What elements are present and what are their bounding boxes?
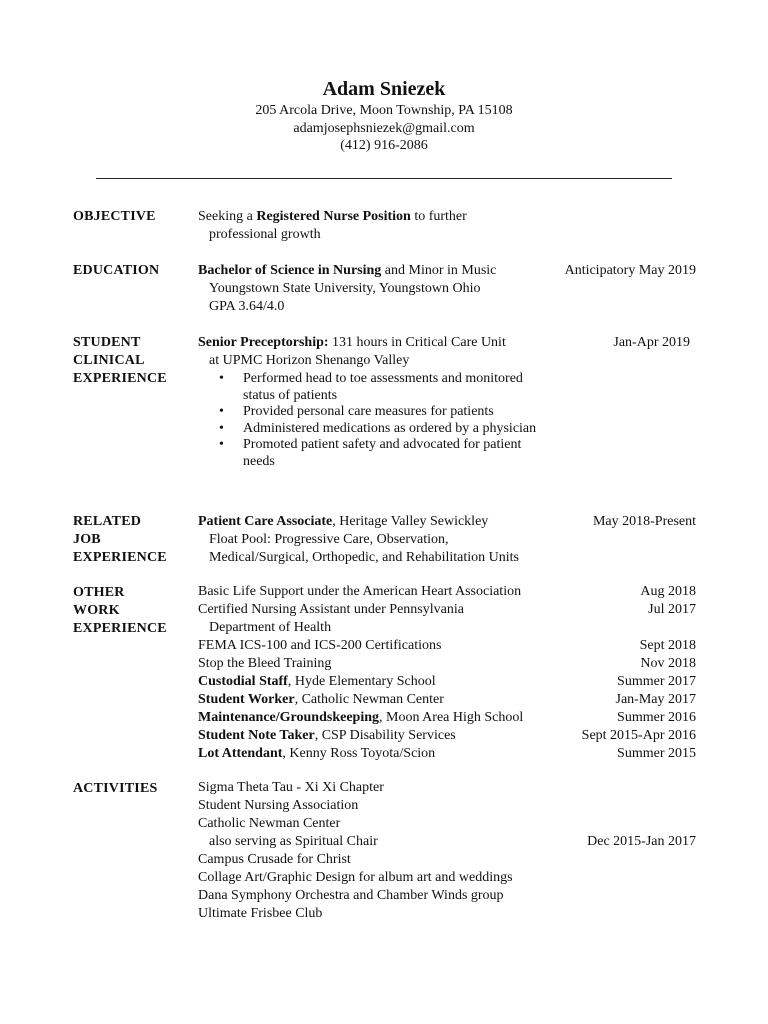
related-label <box>73 513 188 567</box>
other-row <box>0 620 768 638</box>
other-row <box>0 602 768 620</box>
clinical-bullet-text: Performed head to toe assessments and monitored status of patients <box>243 371 523 403</box>
other-row-text <box>198 602 464 618</box>
clinical-content <box>198 334 570 470</box>
other-row <box>0 674 768 692</box>
other-row-rest: Department of Health <box>209 620 332 635</box>
other-row-text <box>198 746 435 762</box>
other-row-rest: Stop the Bleed Training <box>198 656 332 671</box>
related-title-rest: , Heritage Valley Sewickley <box>332 514 489 529</box>
objective-label: OBJECTIVE <box>73 209 156 224</box>
other-row <box>0 710 768 728</box>
education-degree-rest: and Minor in Music <box>381 263 497 278</box>
other-row-text <box>198 710 523 726</box>
clinical-location: at UPMC Horizon Shenango Valley <box>209 353 410 368</box>
clinical-label-line-3: EXPERIENCE <box>73 371 167 386</box>
objective-text-bold: Registered Nurse Position <box>256 209 411 224</box>
other-row-date: Jul 2017 <box>648 602 696 617</box>
activity-row <box>0 906 768 924</box>
other-row-bold: Student Note Taker <box>198 728 315 743</box>
other-row-date: Aug 2018 <box>640 584 696 599</box>
objective-line-1 <box>198 208 570 226</box>
related-title <box>198 513 570 531</box>
activity-text: Collage Art/Graphic Design for album art and weddings <box>198 870 513 885</box>
activities-label: ACTIVITIES <box>73 781 158 796</box>
bullet-dot-icon: • <box>219 404 224 419</box>
other-row <box>0 638 768 656</box>
related-date: May 2018-Present <box>592 514 696 529</box>
clinical-label-line-2: CLINICAL <box>73 353 145 368</box>
other-row <box>0 584 768 602</box>
resume-header <box>0 76 768 155</box>
clinical-bullet-text: Administered medications as ordered by a physician <box>243 420 537 436</box>
clinical-bullet <box>198 437 570 470</box>
education-content <box>198 262 570 316</box>
other-row-rest: FEMA ICS-100 and ICS-200 Certifications <box>198 638 442 653</box>
other-row <box>0 746 768 764</box>
other-row-date: Sept 2018 <box>639 638 696 653</box>
clinical-bullet-text: Provided personal care measures for patients <box>243 404 494 419</box>
related-label-line-1: RELATED <box>73 514 142 529</box>
activity-row <box>0 852 768 870</box>
activity-text: Campus Crusade for Christ <box>198 852 351 867</box>
other-label-line-3: EXPERIENCE <box>73 621 167 636</box>
other-row-date: Summer 2015 <box>617 746 696 761</box>
other-row-text <box>198 584 521 600</box>
other-label-line-2: WORK <box>73 603 120 618</box>
activity-text: Student Nursing Association <box>198 798 359 813</box>
other-row-rest: , Hyde Elementary School <box>287 674 436 689</box>
education-school: Youngstown State University, Youngstown Ohio <box>209 281 481 296</box>
other-row-bold: Custodial Staff <box>198 674 288 689</box>
clinical-label-line-1: STUDENT <box>73 335 141 350</box>
candidate-name: Adam Sniezek <box>322 78 446 100</box>
clinical-label <box>73 334 188 388</box>
clinical-bullet <box>198 371 570 404</box>
other-row-rest: Basic Life Support under the American Heart Association <box>198 584 522 599</box>
other-row-rest: Certified Nursing Assistant under Pennsylvania <box>198 602 464 617</box>
other-row <box>0 656 768 674</box>
activity-row <box>0 870 768 888</box>
other-row-date: Summer 2017 <box>617 674 696 689</box>
bullet-dot-icon: • <box>219 371 224 386</box>
activity-row <box>0 834 768 852</box>
education-gpa: GPA 3.64/4.0 <box>209 299 285 314</box>
activity-row <box>0 888 768 906</box>
clinical-title-rest: 131 hours in Critical Care Unit <box>328 335 506 350</box>
activity-text: Ultimate Frisbee Club <box>198 906 323 921</box>
activity-text: Catholic Newman Center <box>198 816 341 831</box>
education-degree-bold: Bachelor of Science in Nursing <box>198 263 382 278</box>
objective-text-post: to further <box>410 209 467 224</box>
objective-line-2: professional growth <box>209 227 321 242</box>
education-degree <box>198 262 570 280</box>
header-divider <box>96 178 672 179</box>
other-row-text <box>198 728 456 744</box>
clinical-bullet <box>198 404 570 421</box>
other-rows <box>0 584 768 764</box>
clinical-title-bold: Senior Preceptorship: <box>198 335 329 350</box>
candidate-address: 205 Arcola Drive, Moon Township, PA 15108 <box>255 103 513 118</box>
candidate-phone: (412) 916-2086 <box>340 138 428 153</box>
related-label-line-2: JOB <box>73 532 101 547</box>
other-row-date: Jan-May 2017 <box>615 692 696 707</box>
other-row-date: Sept 2015-Apr 2016 <box>581 728 696 743</box>
activity-row <box>0 816 768 834</box>
other-row-date: Summer 2016 <box>617 710 696 725</box>
clinical-bullet <box>198 421 570 438</box>
education-date: Anticipatory May 2019 <box>564 263 696 278</box>
clinical-date: Jan-Apr 2019 <box>613 335 690 350</box>
activity-text: Dana Symphony Orchestra and Chamber Winds group <box>198 888 504 903</box>
related-label-line-3: EXPERIENCE <box>73 550 167 565</box>
other-row-bold: Lot Attendant <box>198 746 283 761</box>
other-row-text <box>198 638 441 654</box>
activities-rows <box>0 780 768 924</box>
other-row-text <box>198 656 331 672</box>
other-row-bold: Maintenance/Groundskeeping <box>198 710 379 725</box>
bullet-dot-icon: • <box>219 420 224 436</box>
clinical-bullet-text: Promoted patient safety and advocated for patient needs <box>243 437 522 469</box>
clinical-bullet-list <box>198 371 570 470</box>
objective-content <box>198 208 570 244</box>
activity-row <box>0 780 768 798</box>
objective-text-pre: Seeking a <box>198 209 257 224</box>
other-row-rest: , CSP Disability Services <box>314 728 456 743</box>
activity-row <box>0 798 768 816</box>
activity-text: Sigma Theta Tau - Xi Xi Chapter <box>198 780 384 795</box>
other-label-line-1: OTHER <box>73 585 125 600</box>
other-row-date: Nov 2018 <box>640 656 696 671</box>
activities-section <box>0 780 768 924</box>
related-content <box>198 513 570 567</box>
candidate-email: adamjosephsniezek@gmail.com <box>293 120 475 136</box>
clinical-title <box>198 334 570 352</box>
other-row-text <box>198 674 436 690</box>
other-row-rest: , Moon Area High School <box>379 710 524 725</box>
other-row-rest: , Catholic Newman Center <box>294 692 444 707</box>
related-title-bold: Patient Care Associate <box>198 514 333 529</box>
activity-date: Dec 2015-Jan 2017 <box>587 834 696 849</box>
other-section <box>0 584 768 764</box>
related-line-3: Medical/Surgical, Orthopedic, and Rehabilitation Units <box>209 550 520 565</box>
bullet-dot-icon: • <box>219 437 224 452</box>
other-row-text <box>198 692 444 708</box>
other-row <box>0 692 768 710</box>
education-label: EDUCATION <box>73 263 160 278</box>
other-row-text <box>198 620 331 636</box>
other-row-rest: , Kenny Ross Toyota/Scion <box>282 746 436 761</box>
other-row <box>0 728 768 746</box>
activity-text: also serving as Spiritual Chair <box>209 834 378 849</box>
related-line-2: Float Pool: Progressive Care, Observation, <box>209 532 449 547</box>
other-row-bold: Student Worker <box>198 692 295 707</box>
